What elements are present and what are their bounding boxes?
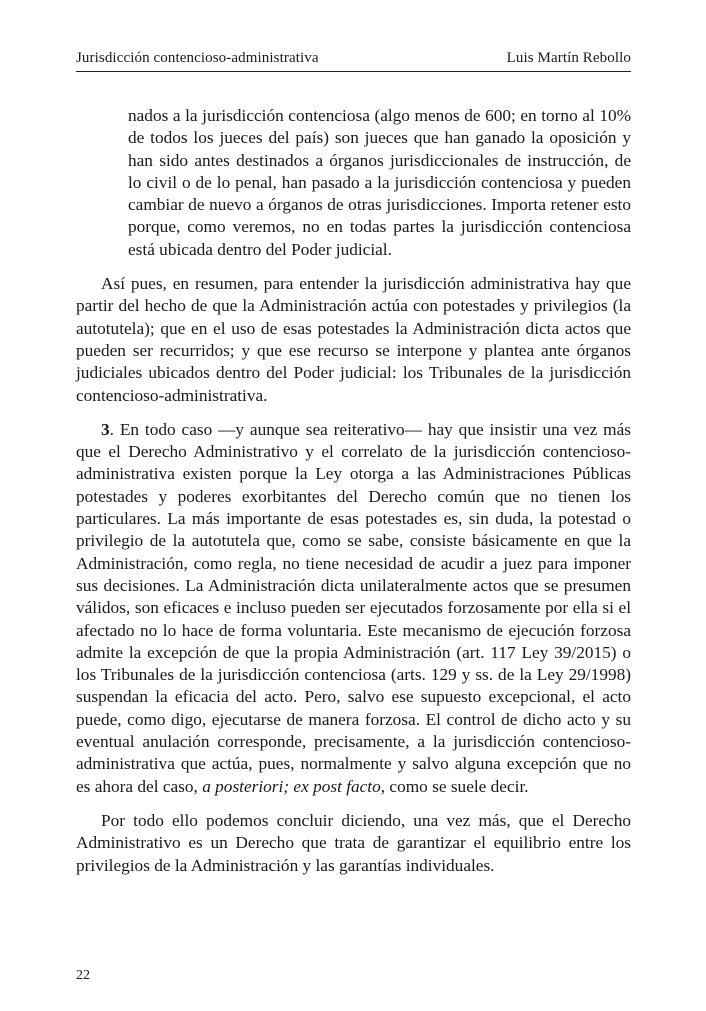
section-number: 3 [101, 419, 110, 439]
paragraph-section-3-tail: como se suele decir. [385, 776, 529, 796]
paragraph-summary: Así pues, en resumen, para entender la jurisdicción administrativa hay que partir del hecho de que la Administración actúa con potestades y privilegios (la autotutela); que en el uso de esas potestades la Administración dicta actos que pueden ser recurridos; y que ese recurso se interpone y plantea ante órganos judiciales ubicados dentro del Poder judicial: los Tribunales de la jurisdicción contencioso-administrativa. [76, 274, 631, 405]
header-chapter-title: Jurisdicción contencioso-administrativa [76, 50, 319, 66]
italic-phrase: a posteriori; ex post facto, [202, 776, 386, 796]
running-header [76, 49, 631, 72]
paragraph-continued: nados a la jurisdicción contenciosa (algo menos de 600; en torno al 10% de todos los jueces del país) son jueces que han ganado la oposición y han sido antes destinados a órganos jurisdiccionales de instrucción, de lo civil o de lo penal, han pasado a la jurisdicción contenciosa y pueden cambiar de nuevo a órganos de otras jurisdicciones. Importa retener esto porque, como veremos, no en todas partes la jurisdicción contenciosa está ubicada dentro del Poder judicial. [128, 106, 631, 259]
paragraph-conclusion: Por todo ello podemos concluir diciendo, una vez más, que el Derecho Administrativo es un Derecho que trata de garantizar el equilibrio entre los privilegios de la Administración y las garantías individuales. [76, 810, 631, 875]
page-number: 22 [76, 968, 90, 983]
header-author: Luis Martín Rebollo [506, 50, 631, 66]
body-text [76, 105, 631, 877]
paragraph-section-3 [76, 419, 631, 798]
paragraph-section-3-text: . En todo caso —y aunque sea reiterativo— hay que insistir una vez más que el Derecho Administrativo y el correlato de la jurisdicción contencioso-administrativa existen porque la Ley otorga a las Administraciones Públicas potestades y poderes exorbitantes del Derecho común que no tienen los particulares. La más importante de esas potestades es, sin duda, la potestad o privilegio de la autotutela que, como se sabe, consiste básicamente en que la Administración, como regla, no tiene necesidad de acudir a juez para imponer sus decisiones. La Administración dicta unilateralmente actos que se presumen válidos, son eficaces e incluso pueden ser ejecutados forzosamente por ella si el afectado no lo hace de forma voluntaria. Este mecanismo de ejecución forzosa admite la excepción de que la propia Administración (art. 117 Ley 39/2015) o los Tribunales de la jurisdicción contenciosa (arts. 129 y ss. de la Ley 29/1998) suspendan la eficacia del acto. Pero, salvo ese supuesto excepcional, el acto puede, como digo, ejecutarse de manera forzosa. El control de dicho acto y su eventual anulación corresponde, precisamente, a la jurisdicción contencioso-administrativa que actúa, pues, normalmente y salvo alguna excepción que no es ahora del caso, [76, 419, 631, 796]
